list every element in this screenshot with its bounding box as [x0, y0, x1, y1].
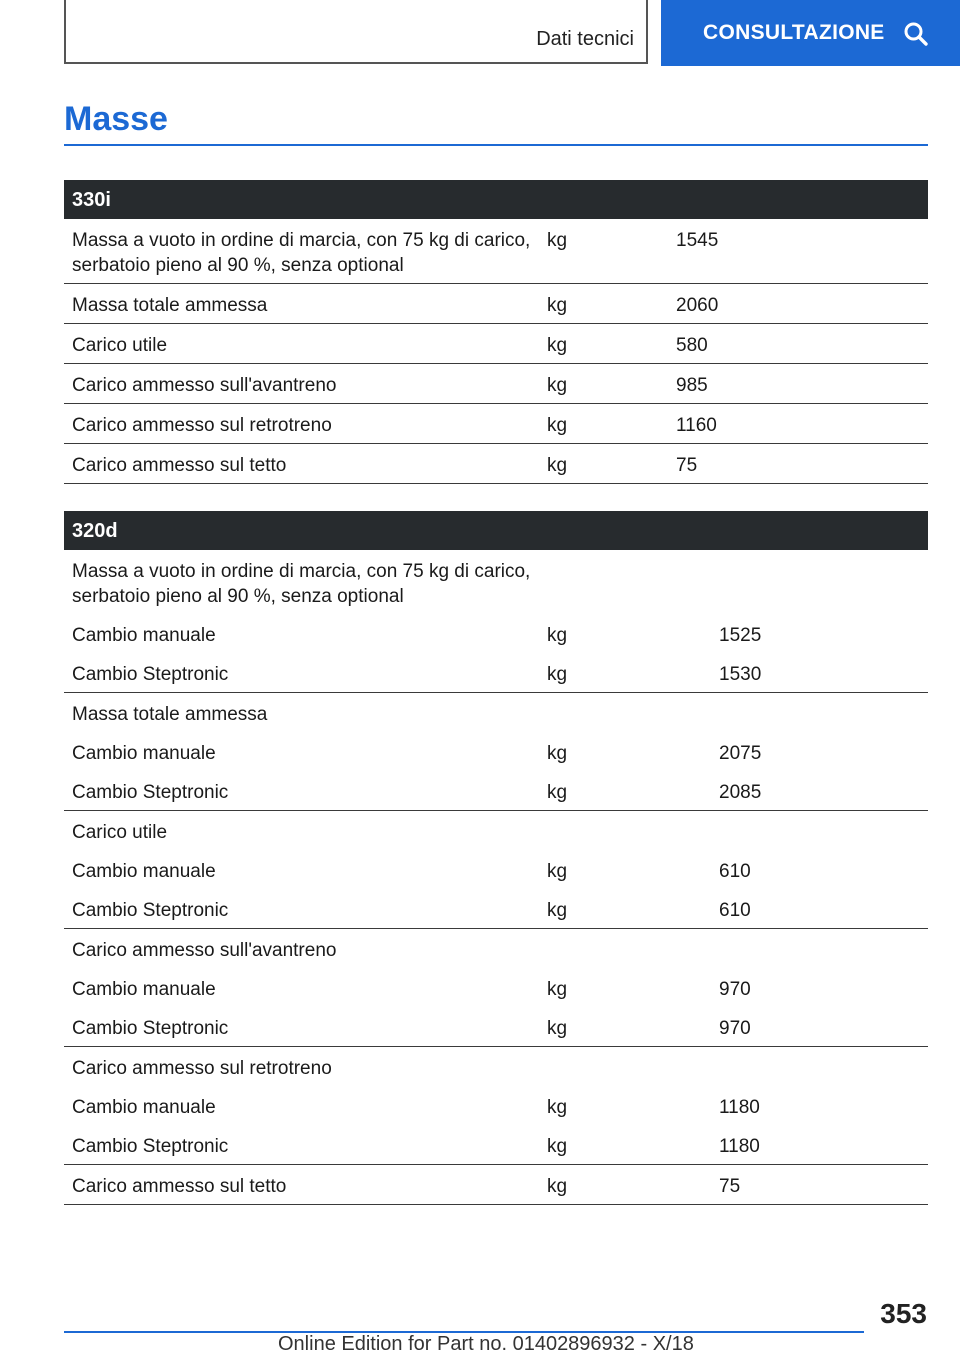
- group-label: Carico ammesso sull'avantreno: [72, 940, 337, 961]
- group-heading-row: [64, 929, 928, 968]
- row-value: 75: [719, 1176, 741, 1197]
- search-icon: [903, 21, 929, 47]
- table-row: [64, 771, 928, 811]
- header-section-title: Dati tecnici: [536, 28, 634, 50]
- group-label: Carico utile: [72, 822, 168, 843]
- row-unit: kg: [547, 455, 568, 476]
- row-label: Cambio manuale: [72, 625, 216, 646]
- header-section-box: [64, 0, 648, 64]
- row-unit: kg: [547, 1097, 568, 1118]
- row-unit: kg: [547, 230, 568, 251]
- row-label: Cambio manuale: [72, 1097, 216, 1118]
- page-number: 353: [880, 1298, 927, 1329]
- row-value: 1180: [719, 1097, 760, 1118]
- consultazione-button[interactable]: [661, 0, 960, 66]
- row-label: Massa a vuoto in ordine di marcia, con 75 kg di carico, serbatoio pieno al 90 %, senza optional: [72, 230, 531, 276]
- table-row: [64, 324, 928, 364]
- row-value: 1180: [719, 1136, 760, 1157]
- group-heading-row: [64, 693, 928, 732]
- row-label: Massa totale ammessa: [72, 295, 268, 316]
- row-label: Cambio Steptronic: [72, 1018, 229, 1039]
- group-label: Carico ammesso sul retrotreno: [72, 1058, 332, 1079]
- row-label: Carico ammesso sul tetto: [72, 455, 287, 476]
- row-label: Carico ammesso sul retrotreno: [72, 415, 332, 436]
- row-unit: kg: [547, 295, 568, 316]
- consultazione-label: CONSULTAZIONE: [703, 21, 885, 44]
- row-label: Cambio Steptronic: [72, 664, 229, 685]
- table-row: [64, 219, 928, 284]
- table-row: [64, 850, 928, 889]
- row-unit: kg: [547, 335, 568, 356]
- table-row: [64, 404, 928, 444]
- table-row: [64, 1165, 928, 1205]
- table-row: [64, 1125, 928, 1165]
- section-header: 320d: [64, 511, 928, 550]
- row-label: Cambio manuale: [72, 979, 216, 1000]
- row-label: Cambio manuale: [72, 861, 216, 882]
- row-value: 2075: [719, 743, 762, 764]
- group-heading-row: [64, 550, 928, 614]
- table-row: [64, 284, 928, 324]
- group-heading-row: [64, 1047, 928, 1086]
- group-label: Massa a vuoto in ordine di marcia, con 75 kg di carico, serbatoio pieno al 90 %, senza optional: [72, 561, 531, 607]
- row-value: 1545: [676, 230, 719, 251]
- table-row: [64, 1086, 928, 1125]
- row-label: Cambio Steptronic: [72, 1136, 229, 1157]
- row-value: 2085: [719, 782, 762, 803]
- row-value: 1160: [676, 415, 717, 436]
- row-value: 1530: [719, 664, 762, 685]
- table-row: [64, 968, 928, 1007]
- row-unit: kg: [547, 1018, 568, 1039]
- row-value: 985: [676, 375, 708, 396]
- row-label: Cambio Steptronic: [72, 900, 229, 921]
- row-value: 610: [719, 900, 751, 921]
- row-value: 75: [676, 455, 698, 476]
- table-row: [64, 614, 928, 653]
- row-unit: kg: [547, 782, 568, 803]
- row-label: Carico ammesso sul tetto: [72, 1176, 287, 1197]
- row-value: 580: [676, 335, 708, 356]
- row-label: Cambio manuale: [72, 743, 216, 764]
- row-value: 970: [719, 1018, 751, 1039]
- row-value: 610: [719, 861, 751, 882]
- table-row: [64, 653, 928, 693]
- row-unit: kg: [547, 1176, 568, 1197]
- row-unit: kg: [547, 625, 568, 646]
- group-heading-row: [64, 811, 928, 850]
- row-unit: kg: [547, 861, 568, 882]
- table-row: [64, 364, 928, 404]
- table-row: [64, 889, 928, 929]
- table-row: [64, 732, 928, 771]
- row-label: Cambio Steptronic: [72, 782, 229, 803]
- edition-text: Online Edition for Part no. 01402896932 - X/18: [278, 1333, 694, 1355]
- row-unit: kg: [547, 979, 568, 1000]
- row-label: Carico utile: [72, 335, 168, 356]
- page-title: Masse: [64, 100, 168, 138]
- row-label: Carico ammesso sull'avantreno: [72, 375, 337, 396]
- section-320d: [64, 511, 928, 1205]
- table-row: [64, 1007, 928, 1047]
- row-unit: kg: [547, 900, 568, 921]
- group-label: Massa totale ammessa: [72, 704, 268, 725]
- row-value: 2060: [676, 295, 719, 316]
- row-unit: kg: [547, 1136, 568, 1157]
- section-header: 330i: [64, 180, 928, 219]
- row-unit: kg: [547, 743, 568, 764]
- table-row: [64, 444, 928, 484]
- title-divider: [64, 144, 928, 146]
- row-unit: kg: [547, 375, 568, 396]
- row-unit: kg: [547, 664, 568, 685]
- section-330i: [64, 180, 928, 484]
- row-unit: kg: [547, 415, 568, 436]
- row-value: 1525: [719, 625, 762, 646]
- row-value: 970: [719, 979, 751, 1000]
